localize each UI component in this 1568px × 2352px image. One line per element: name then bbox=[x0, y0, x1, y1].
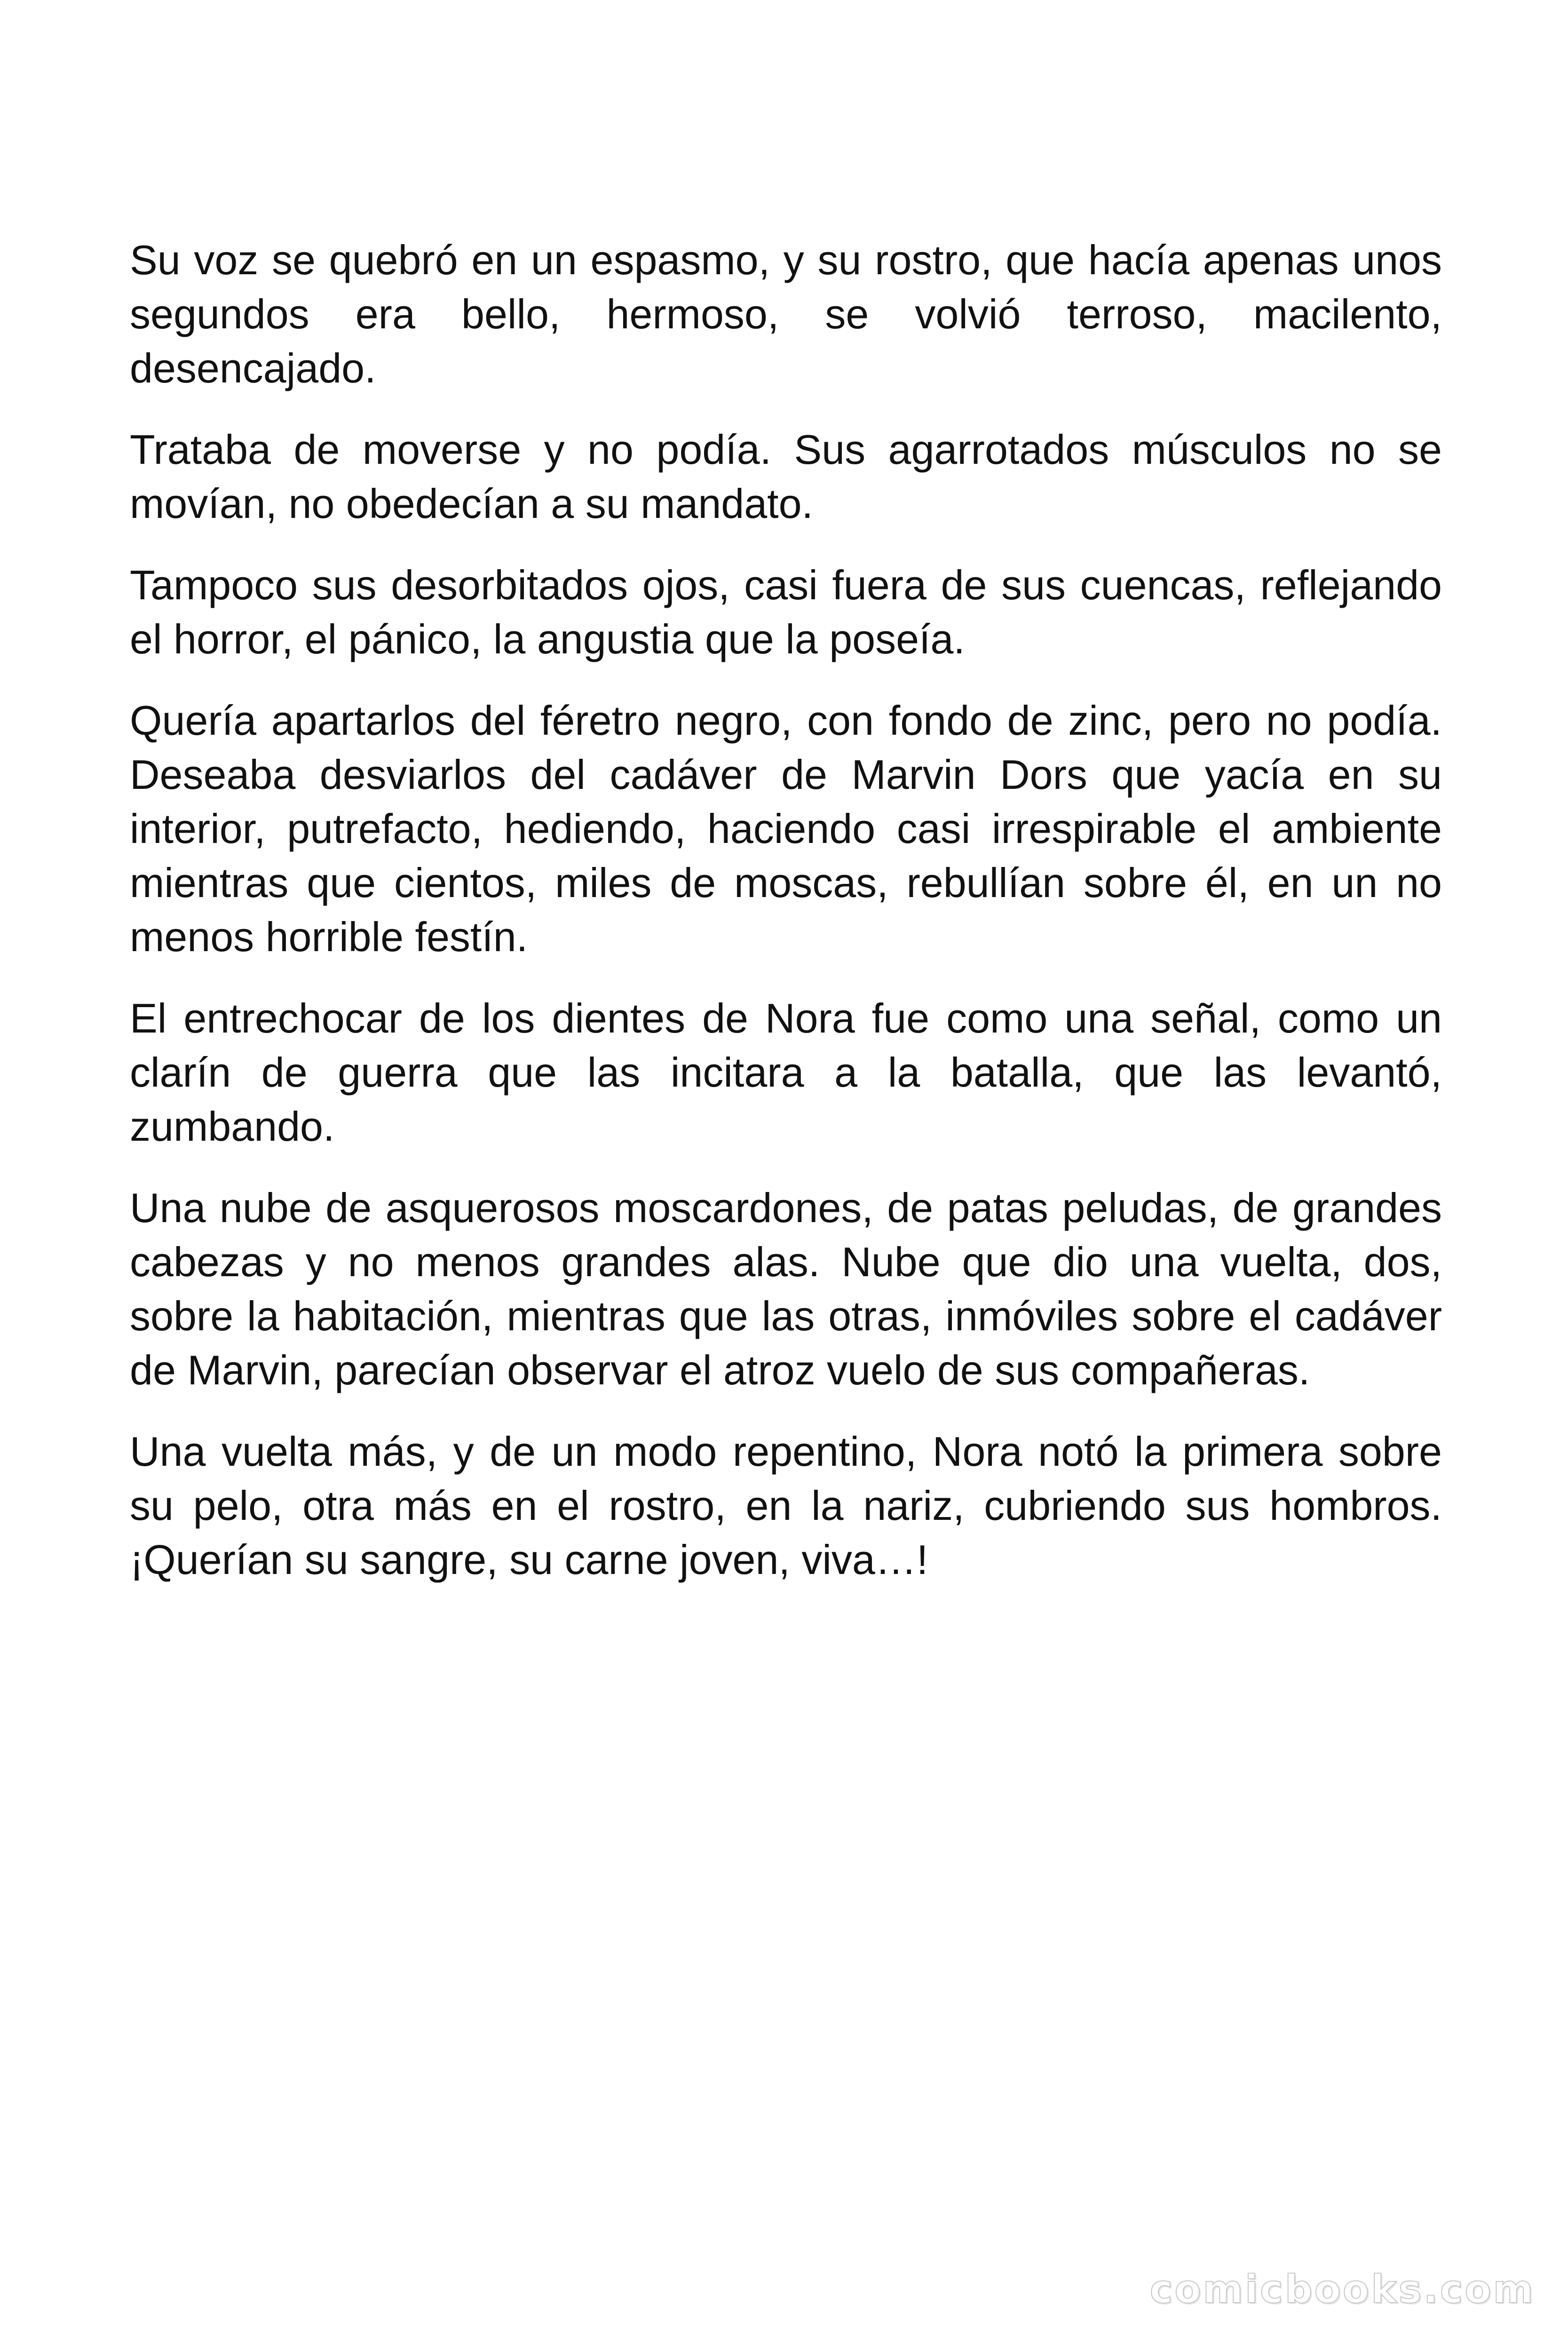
body-text bbox=[130, 233, 1442, 1614]
paragraph-7: Una vuelta más, y de un modo repentino, Nora notó la primera sobre su pelo, otra más en el rostro, en la nariz, cubriendo sus hombros. ¡Querían su sangre, su carne joven, viva…! bbox=[130, 1428, 1442, 1583]
paragraph-5: El entrechocar de los dientes de Nora fue como una señal, como un clarín de guerra que las incitara a la batalla, que las levantó, zumbando. bbox=[130, 995, 1442, 1150]
watermark: comicbooks.com bbox=[1149, 2267, 1535, 2312]
paragraph-3: Tampoco sus desorbitados ojos, casi fuera de sus cuencas, reflejando el horror, el pánico, la angustia que la poseía. bbox=[130, 562, 1442, 662]
paragraph-6: Una nube de asquerosos moscardones, de patas peludas, de grandes cabezas y no menos grandes alas. Nube que dio una vuelta, dos, sobre la habitación, mientras que las otras, inmóviles sobre el cadáver de Marvin, parecían observar el atroz vuelo de sus compañeras. bbox=[130, 1184, 1442, 1393]
paragraph-4: Quería apartarlos del féretro negro, con fondo de zinc, pero no podía. Deseaba desviarlos del cadáver de Marvin Dors que yacía en su interior, putrefacto, hediendo, haciendo casi irrespirable el ambiente mientras que cientos, miles de moscas, rebullían sobre él, en un no menos horrible festín. bbox=[130, 697, 1442, 960]
paragraph-2: Trataba de moverse y no podía. Sus agarrotados músculos no se movían, no obedecían a su mandato. bbox=[130, 426, 1442, 527]
paragraph-1: Su voz se quebró en un espasmo, y su rostro, que hacía apenas unos segundos era bello, hermoso, se volvió terroso, macilento, desencajado. bbox=[130, 237, 1442, 391]
